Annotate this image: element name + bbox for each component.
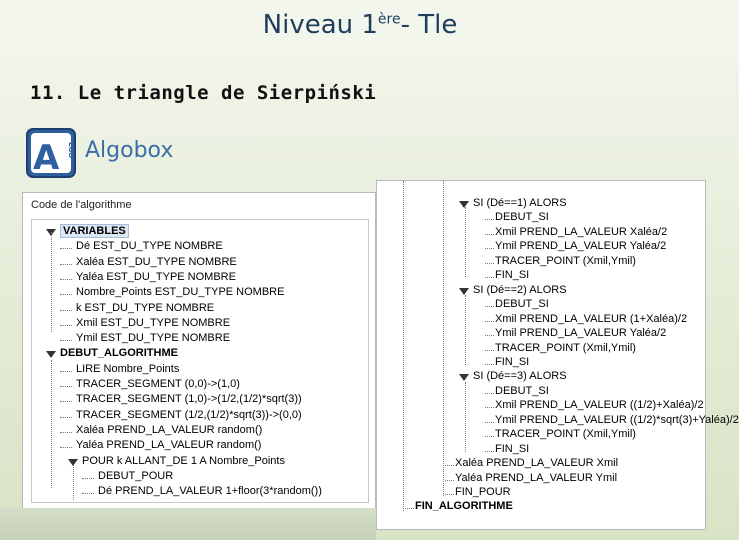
tree-guide: [60, 294, 72, 295]
tree-guide: [445, 480, 454, 481]
code-line-text: FIN_POUR: [455, 486, 511, 498]
code-line[interactable]: [76, 424, 262, 436]
tree-guide: [485, 350, 494, 351]
code-line-text: Xmil EST_DU_TYPE NOMBRE: [76, 316, 231, 329]
code-line[interactable]: [495, 342, 636, 354]
tree-guide: [485, 306, 494, 307]
tree-guide: [465, 295, 466, 365]
tree-guide: [485, 234, 494, 235]
code-line-text: Yaléa PREND_LA_VALEUR Ymil: [455, 471, 618, 484]
code-line-text: LIRE Nombre_Points: [76, 362, 180, 375]
tree-guide: [443, 181, 444, 496]
code-line-text: DEBUT_ALGORITHME: [60, 347, 178, 360]
tree-guide: [485, 335, 494, 336]
expand-triangle-icon[interactable]: [46, 351, 56, 358]
code-line-text: SI (Dé==3) ALORS: [473, 370, 567, 383]
tree-guide: [60, 447, 72, 448]
code-line[interactable]: [455, 472, 617, 484]
code-line[interactable]: [495, 269, 529, 281]
code-line[interactable]: [76, 363, 179, 375]
tree-guide: [485, 422, 494, 423]
tree-node-si[interactable]: [473, 197, 567, 209]
tree-node-pour[interactable]: [82, 455, 285, 467]
code-line[interactable]: [76, 439, 261, 451]
tree-guide: [485, 451, 494, 452]
expand-triangle-icon[interactable]: [459, 201, 469, 208]
code-line-text: FIN_SI: [495, 442, 530, 455]
tree-node-variables[interactable]: [60, 225, 129, 237]
code-tree: [31, 219, 369, 503]
code-line-text: Ymil EST_DU_TYPE NOMBRE: [76, 332, 231, 345]
code-line-text: FIN_SI: [495, 269, 530, 282]
code-line-text: DEBUT_SI: [495, 384, 549, 397]
tree-guide: [60, 248, 72, 249]
title-main: Niveau 1: [262, 10, 378, 40]
tree-guide: [60, 310, 72, 311]
code-line[interactable]: [76, 286, 284, 298]
code-line[interactable]: [495, 327, 666, 339]
code-line-text: TRACER_POINT (Xmil,Ymil): [495, 341, 636, 354]
tree-guide: [485, 407, 494, 408]
tree-guide: [60, 325, 72, 326]
tree-node-si[interactable]: [473, 284, 567, 296]
tree-guide: [465, 382, 466, 452]
algobox-logo-icon: [26, 128, 76, 178]
tree-guide: [60, 386, 72, 387]
tree-guide: [60, 401, 72, 402]
tree-guide: [485, 277, 494, 278]
code-line-text: DEBUT_SI: [495, 298, 549, 311]
tree-guide: [60, 432, 72, 433]
tree-guide: [82, 478, 94, 479]
code-line[interactable]: [76, 378, 240, 390]
code-line[interactable]: [76, 271, 236, 283]
panel-title: Code de l'algorithme: [31, 199, 132, 211]
code-panel-right: [376, 180, 739, 530]
tree-guide: [485, 263, 494, 264]
code-line-text: Dé PREND_LA_VALEUR 1+floor(3*random()): [98, 485, 322, 498]
logo-letter: A: [33, 138, 60, 178]
code-line[interactable]: [495, 399, 704, 411]
code-line-text: Ymil PREND_LA_VALEUR Yaléa/2: [495, 240, 667, 253]
code-line-text: Xaléa PREND_LA_VALEUR Xmil: [455, 457, 619, 470]
code-line[interactable]: [76, 393, 302, 405]
tree-guide: [82, 493, 94, 494]
tree-guide: [485, 393, 494, 394]
code-line[interactable]: [495, 428, 636, 440]
code-line[interactable]: [98, 470, 173, 482]
code-line[interactable]: [76, 409, 302, 421]
app-name: Algobox: [85, 138, 174, 163]
code-line-text: Dé EST_DU_TYPE NOMBRE: [76, 240, 223, 253]
code-line-text: TRACER_SEGMENT (0,0)->(1,0): [76, 378, 240, 390]
tree-guide: [445, 494, 454, 495]
tree-guide: [445, 465, 454, 466]
code-line-text: Xmil PREND_LA_VALEUR (1+Xaléa)/2: [495, 312, 688, 325]
tree-node-debut-algorithme[interactable]: [60, 347, 178, 359]
logo-small-text: LGO: [67, 142, 75, 159]
tree-guide: [51, 360, 52, 488]
code-line[interactable]: [495, 414, 739, 426]
tree-guide: [405, 508, 414, 509]
code-line[interactable]: [495, 313, 687, 325]
code-line[interactable]: [455, 457, 618, 469]
tree-node-si[interactable]: [473, 370, 567, 382]
code-line-text: Xaléa PREND_LA_VALEUR random(): [76, 423, 263, 436]
code-line[interactable]: [76, 317, 230, 329]
code-line-text: DEBUT_SI: [495, 211, 549, 224]
code-line[interactable]: [495, 298, 549, 310]
title-rest: - Tle: [400, 10, 458, 40]
code-line-text: Yaléa EST_DU_TYPE NOMBRE: [76, 270, 236, 283]
code-line-text: DEBUT_POUR: [98, 469, 174, 482]
code-line-text: FIN_SI: [495, 355, 530, 368]
code-line[interactable]: [495, 255, 636, 267]
slide-title: [0, 10, 720, 40]
code-line[interactable]: [76, 256, 237, 268]
code-line[interactable]: [495, 385, 549, 397]
code-line-text: TRACER_POINT (Xmil,Ymil): [495, 428, 636, 441]
code-line-text: TRACER_SEGMENT (1/2,(1/2)*sqrt(3))->(0,0): [76, 408, 302, 421]
tree-guide: [60, 417, 72, 418]
expand-triangle-icon[interactable]: [459, 374, 469, 381]
code-line-text: SI (Dé==2) ALORS: [473, 283, 567, 296]
tree-guide: [485, 321, 494, 322]
tree-guide: [465, 207, 466, 277]
code-line[interactable]: [495, 443, 529, 455]
code-line-text: TRACER_POINT (Xmil,Ymil): [495, 254, 636, 267]
code-line-text: Xmil PREND_LA_VALEUR Xaléa/2: [495, 225, 668, 238]
code-line[interactable]: [76, 332, 230, 344]
tree-guide: [73, 465, 74, 500]
code-panel-left: [22, 192, 376, 510]
code-line-text: TRACER_SEGMENT (1,0)->(1/2,(1/2)*sqrt(3)): [76, 393, 302, 406]
tree-guide: [485, 364, 494, 365]
tree-guide: [60, 264, 72, 265]
tree-guide: [485, 219, 494, 220]
tree-guide: [60, 340, 72, 341]
code-line[interactable]: [76, 240, 223, 252]
tree-guide: [60, 279, 72, 280]
code-line-text: FIN_ALGORITHME: [415, 500, 513, 513]
tree-node-fin-algorithme[interactable]: [415, 500, 513, 512]
expand-triangle-icon[interactable]: [459, 288, 469, 295]
code-line[interactable]: [495, 226, 667, 238]
tree-guide: [485, 436, 494, 437]
code-line-text: SI (Dé==1) ALORS: [473, 197, 567, 209]
code-line[interactable]: [98, 485, 322, 497]
code-line-text: Nombre_Points EST_DU_TYPE NOMBRE: [76, 286, 285, 299]
code-line-text: Ymil PREND_LA_VALEUR ((1/2)*sqrt(3)+Yaléa)/2: [495, 413, 739, 426]
code-line-text: k EST_DU_TYPE NOMBRE: [76, 301, 215, 314]
code-line[interactable]: [495, 356, 529, 368]
title-sup: ère: [377, 11, 401, 28]
tree-guide: [60, 371, 72, 372]
tree-guide: [485, 248, 494, 249]
code-line-text: Xaléa EST_DU_TYPE NOMBRE: [76, 255, 237, 268]
tree-guide: [51, 232, 52, 332]
code-line[interactable]: [495, 211, 549, 223]
code-line-text: VARIABLES: [60, 224, 129, 238]
slide-subtitle: 11. Le triangle de Sierpiński: [30, 82, 377, 104]
tree-guide: [403, 181, 404, 511]
code-line-text: Yaléa PREND_LA_VALEUR random(): [76, 439, 262, 452]
code-line[interactable]: [455, 486, 511, 498]
code-line[interactable]: [495, 240, 666, 252]
code-line-text: Xmil PREND_LA_VALEUR ((1/2)+Xaléa)/2: [495, 399, 704, 412]
footer-strip: [0, 508, 376, 540]
code-line[interactable]: [76, 302, 214, 314]
code-line-text: Ymil PREND_LA_VALEUR Yaléa/2: [495, 327, 667, 340]
code-line-text: POUR k ALLANT_DE 1 A Nombre_Points: [82, 454, 285, 467]
